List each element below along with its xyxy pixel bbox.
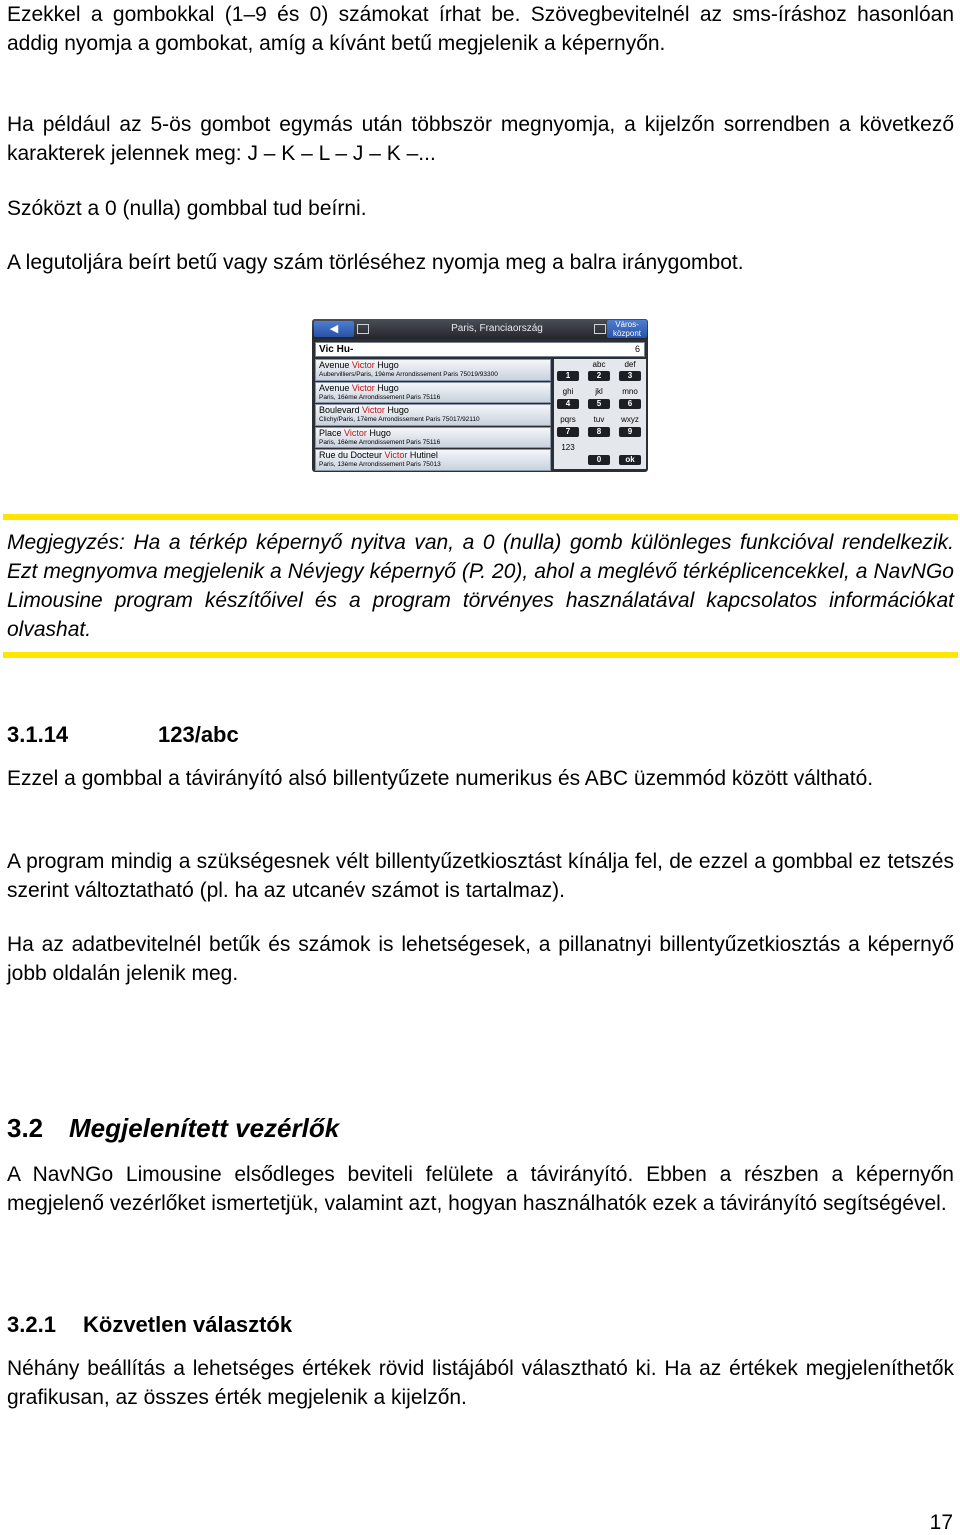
search-input[interactable] [315,342,645,357]
note-text: Megjegyzés: Ha a térkép képernyő nyitva van, a 0 (nulla) gomb különleges funkcióval rendelkezik. Ezt megnyomva megjelenik a Névjegy képernyő (P. 20), ahol a meglévő térképlicencekkel, a NavNGo Limousine program készítőivel és a program törvényes használatával kapcsolatos információkat olvashat. [7,531,954,641]
section-paragraph: A program mindig a szükségesnek vélt billentyűzetkiosztást kínálja fel, de ezzel a gombbal ez tetszés szerint változtatható (pl. ha az utcanév számot is tartalmaz). [7,850,954,902]
section-heading-3-2 [7,1113,339,1144]
key-letters-label: jkl [595,387,603,396]
keypad-key-zero[interactable]: 0 [588,455,610,465]
back-button[interactable] [314,321,354,337]
intro-paragraph-keys: Ezekkel a gombokkal (1–9 és 0) számokat írhat be. Szövegbevitelnél az sms-íráshoz hasonlóan addig nyomja a gombokat, amíg a kívánt betű megjelenik a képernyőn. [7,3,954,55]
keyboard-icon [594,324,606,334]
key-letters-label: mno [622,387,638,396]
section-heading-3-2-1 [7,1312,292,1338]
section-title: Közvetlen választók [83,1312,293,1337]
key-letters-label: ghi [562,387,574,396]
intro-paragraph-example: Ha például az 5-ös gombot egymás után többször megnyomja, a kijelzőn sorrendben a következő karakterek jelennek meg: J – K – L – J – K –... [7,113,954,165]
device-top-bar [312,319,648,339]
key-letters-label: def [624,360,636,369]
mode-123-label[interactable]: 123 [561,443,575,452]
section-title: Megjelenített vezérlők [69,1113,340,1143]
search-input-text: Vic Hu- [319,344,354,355]
keypad-key[interactable]: 7 [557,427,579,437]
ok-button[interactable]: ok [619,455,641,465]
city-center-button[interactable]: Város- központ [607,320,647,338]
list-item[interactable]: Avenue Victor Hugo Aubervilliers/Paris, 19ème Arrondissement Paris 75019/93300 [315,359,551,381]
list-item[interactable]: Boulevard Victor Hugo Clichy/Paris, 17ème Arrondissement Paris 75017/92110 [315,404,551,426]
section-paragraph: Ha az adatbevitelnél betűk és számok is lehetségesek, a pillanatnyi billentyűzetkiosztás a képernyő jobb oldalán jelenik meg. [7,933,954,985]
section-number: 3.1.14 [7,722,69,747]
section-paragraph: Néhány beállítás a lehetséges értékek rövid listájából választható ki. Ha az értékek megjeleníthetők grafikusan, az összes érték megjelenik a kijelzőn. [7,1357,954,1409]
section-paragraph: A NavNGo Limousine elsődleges beviteli felülete a távirányító. Ebben a részben a képernyőn megjelenő vezérlőket ismertetjük, valamint azt, hogyan használhatók ezek a távirányító segítségével. [7,1163,954,1215]
keypad-key[interactable]: 6 [619,399,641,409]
result-list [315,359,551,472]
list-item[interactable]: Place Victor Hugo Paris, 16ème Arrondissement Paris 75116 [315,427,551,449]
keypad-key[interactable]: 2 [588,371,610,381]
key-letters-label: wxyz [621,415,639,424]
section-title: 123/abc [158,722,239,747]
list-item[interactable]: Avenue Victor Hugo Paris, 16ème Arrondissement Paris 75116 [315,382,551,404]
numeric-keypad [554,359,646,469]
keypad-key[interactable]: 5 [588,399,610,409]
section-number: 3.2.1 [7,1312,56,1337]
section-number: 3.2 [7,1113,44,1143]
device-title: Paris, Franciaország [451,323,543,334]
device-screenshot [312,319,648,472]
key-letters-label: abc [592,360,606,369]
section-heading-3-1-14 [7,722,239,748]
list-item[interactable]: Rue du Docteur Victor Hutinel Paris, 13ème Arrondissement Paris 75013 [315,449,551,471]
section-paragraph: Ezzel a gombbal a távirányító alsó billentyűzete numerikus és ABC üzemmód között váltható. [7,767,874,790]
key-letters-label: tuv [593,415,605,424]
keypad-key[interactable]: 4 [557,399,579,409]
keypad-key[interactable]: 9 [619,427,641,437]
keypad-key[interactable]: 1 [557,371,579,381]
keypad-key[interactable]: 8 [588,427,610,437]
intro-paragraph-delete: A legutoljára beírt betű vagy szám törléséhez nyomja meg a balra iránygombot. [7,251,744,274]
intro-paragraph-space: Szóközt a 0 (nulla) gombbal tud beírni. [7,197,367,220]
keypad-key[interactable]: 3 [619,371,641,381]
key-letters-label: pqrs [560,415,576,424]
keyboard-icon [357,324,369,334]
page-number: 17 [929,1511,953,1534]
back-arrow-icon: ◀ [329,323,339,335]
result-count: 6 [634,344,640,354]
